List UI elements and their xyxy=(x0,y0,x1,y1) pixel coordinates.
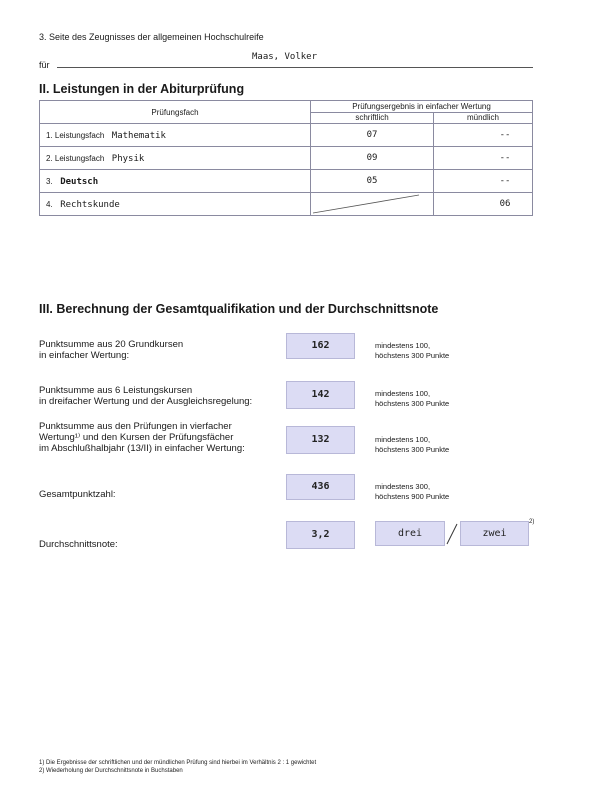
leistungskurse-sum-box: 142 xyxy=(286,381,355,409)
item3-text: Punktsumme aus den Prüfungen in vierfacher Wertung¹⁾ und den Kursen der Prüfungsfächer im Abschlußhalbjahr (13/II) in einfacher Wertung: xyxy=(39,421,245,454)
item1-text: Punktsumme aus 20 Grundkursen in einfacher Wertung: xyxy=(39,339,184,361)
row-label: 2. Leistungsfach xyxy=(46,153,105,163)
row-subject: Physik xyxy=(111,153,145,164)
col-result-header: Prüfungsergebnis in einfacher Wertung xyxy=(311,101,533,113)
average-words-box-1: drei xyxy=(375,521,445,546)
average-value-box: 3,2 xyxy=(286,521,355,549)
average-words-box-2: zwei xyxy=(460,521,529,546)
col-subject-header: Prüfungsfach xyxy=(40,101,311,124)
table-row xyxy=(40,124,533,147)
page-line: 3. Seite des Zeugnisses der allgemeinen Hochschulreife xyxy=(39,32,264,42)
item4-note: mindestens 300, höchstens 900 Punkte xyxy=(375,482,450,501)
row-oral: -- xyxy=(434,170,533,193)
footnote-mark: 2) xyxy=(529,519,535,525)
item1-note: mindestens 100, höchstens 300 Punkte xyxy=(375,341,450,360)
row-label: 3. xyxy=(46,176,53,186)
footnote-1: 1) Die Ergebnisse der schriftlichen und der mündlichen Prüfung sind hierbei im Verhältnis 2 : 1 gewichtet xyxy=(39,760,317,766)
gesamtpunktzahl-box: 436 xyxy=(286,474,355,500)
table-header-row xyxy=(40,101,533,113)
row-written: 09 xyxy=(311,147,434,170)
col-oral-header: mündlich xyxy=(434,112,533,124)
row-subject: Deutsch xyxy=(60,176,99,187)
row-oral: 06 xyxy=(434,193,533,216)
strike-line xyxy=(311,193,421,215)
row-oral: -- xyxy=(434,124,533,147)
slash-divider xyxy=(445,522,459,546)
row-written-struck xyxy=(311,193,434,216)
item3-note: mindestens 100, höchstens 300 Punkte xyxy=(375,435,450,454)
section2-title: II. Leistungen in der Abiturprüfung xyxy=(39,82,245,96)
row-label: 4. xyxy=(46,199,53,209)
table-row xyxy=(40,147,533,170)
row-written: 07 xyxy=(311,124,434,147)
row-written: 05 xyxy=(311,170,434,193)
item2-note: mindestens 100, höchstens 300 Punkte xyxy=(375,389,450,408)
gesamtpunktzahl-label: Gesamtpunktzahl: xyxy=(39,489,116,500)
section3-title: III. Berechnung der Gesamtqualifikation und der Durchschnittsnote xyxy=(39,302,439,316)
col-written-header: schriftlich xyxy=(311,112,434,124)
item2-text: Punktsumme aus 6 Leistungskursen in dreifacher Wertung und der Ausgleichsregelung: xyxy=(39,385,253,407)
row-label: 1. Leistungsfach xyxy=(46,130,105,140)
fuer-label: für xyxy=(39,60,50,70)
row-subject: Mathematik xyxy=(111,130,166,141)
table-row xyxy=(40,170,533,193)
footnote-2: 2) Wiederholung der Durchschnittsnote in Buchstaben xyxy=(39,768,183,774)
exam-results-table xyxy=(39,100,533,216)
pruefungen-sum-box: 132 xyxy=(286,426,355,454)
row-oral: -- xyxy=(434,147,533,170)
grundkurse-sum-box: 162 xyxy=(286,333,355,359)
name-underline xyxy=(57,67,533,68)
table-row xyxy=(40,193,533,216)
candidate-name: Maas, Volker xyxy=(252,52,318,62)
row-subject: Rechtskunde xyxy=(60,199,120,210)
average-label: Durchschnittsnote: xyxy=(39,539,118,550)
